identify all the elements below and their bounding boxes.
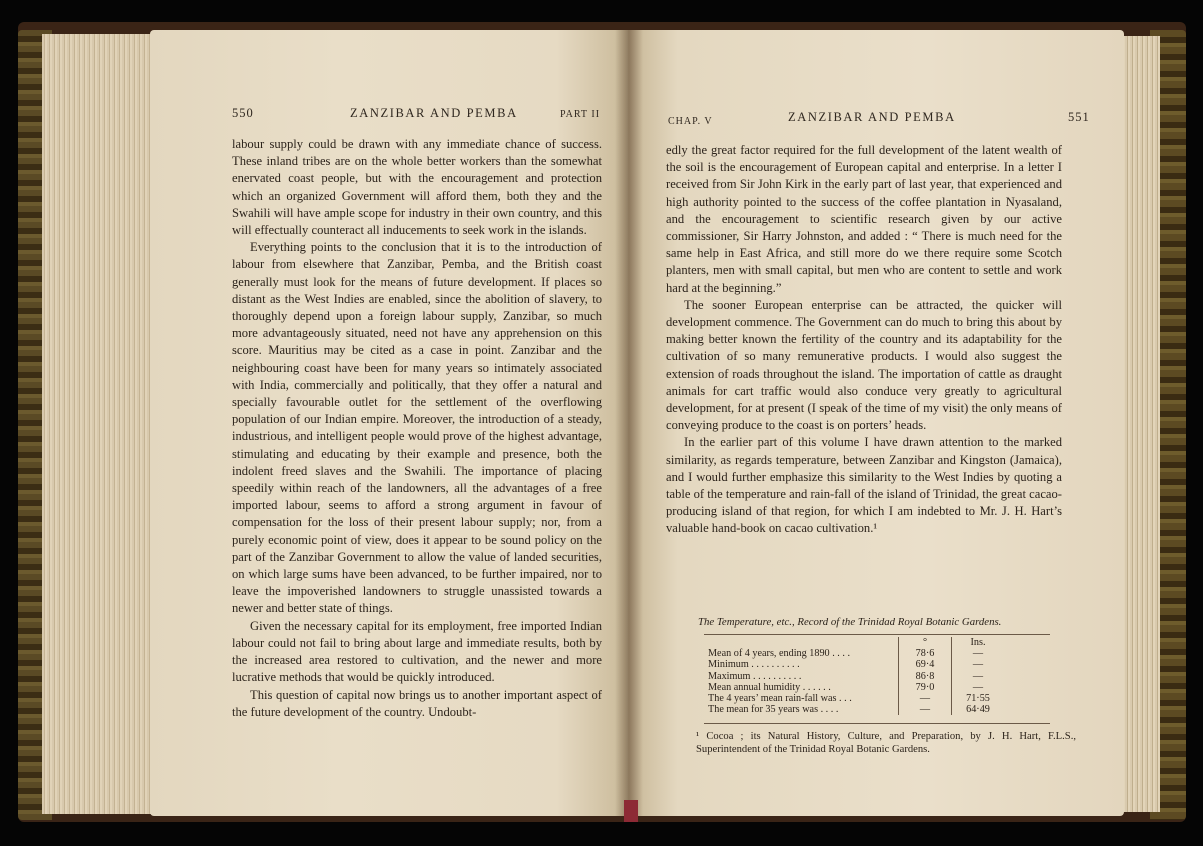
- right-page: [628, 30, 1124, 816]
- row-degrees: 69·4: [899, 659, 952, 670]
- table-caption: The Temperature, etc., Record of the Trinidad Royal Botanic Gardens.: [698, 616, 1002, 628]
- table-row: [704, 648, 1004, 659]
- table-row: [704, 704, 1004, 715]
- degrees-header: °: [899, 637, 952, 648]
- page-stack-left: [42, 34, 152, 814]
- row-label: The 4 years’ mean rain-fall was . . .: [704, 693, 899, 704]
- running-title-left: ZANZIBAR AND PEMBA: [350, 106, 518, 120]
- table-row: [704, 659, 1004, 670]
- inches-header: Ins.: [970, 637, 986, 648]
- running-chap-right: CHAP. V: [668, 116, 713, 127]
- left-page: [150, 30, 628, 816]
- paragraph: The sooner European enterprise can be attracted, the quicker will development commence. The Government can do much to bring this about by making better known the fertility of the country and its adaptability for the cultivation of so many remunerative products. I would also suggest the extension of roads throughout the island. The importation of cattle as draught animals for cart traffic would also conduce very greatly to agricultural development, for at present (I speak of the time of my visit) the only means of conveying produce to the coast is on porters’ heads.: [666, 297, 1062, 433]
- row-inches: —: [972, 648, 984, 660]
- table-row: [704, 671, 1004, 682]
- footnote: ¹ Cocoa ; its Natural History, Culture, and Preparation, by J. H. Hart, F.L.S., Superintendent of the Trinidad Royal Botanic Gardens.: [696, 731, 1076, 755]
- row-label: The mean for 35 years was . . . .: [704, 704, 899, 715]
- page-number-right: 551: [1068, 110, 1090, 124]
- table-row: [704, 693, 1004, 704]
- row-label: Maximum . . . . . . . . . .: [704, 671, 899, 682]
- page-stack-right: [1120, 36, 1160, 812]
- row-label: Mean annual humidity . . . . . .: [704, 682, 899, 693]
- row-inches: 64·49: [966, 704, 990, 716]
- row-label: Minimum . . . . . . . . . .: [704, 659, 899, 670]
- row-inches: —: [972, 681, 984, 693]
- row-degrees: —: [899, 704, 952, 715]
- row-degrees: 79·0: [899, 682, 952, 693]
- row-degrees: 86·8: [899, 671, 952, 682]
- paragraph: In the earlier part of this volume I have drawn attention to the marked similarity, as regards temperature, between Zanzibar and Kingston (Jamaica), and I would further emphasize this similarity to the West Indies by quoting a table of the temperature and rain-fall of the island of Trinidad, the great cacao-producing island of that region, for which I am indebted to Mr. J. H. Hart’s valuable hand-book on cacao cultivation.¹: [666, 435, 1062, 536]
- paragraph: edly the great factor required for the full development of the latent wealth of the soil is the encouragement of European capital and enterprise. In a letter I received from Sir John Kirk in the early part of last year, that experienced and high authority pointed to the success of the coffee plantation in Nyasaland, and the encouragement to scientific research given by our active commissioner, Sir Harry Johnston, and added : “ There is much need for the same help in East Africa, and still more do we there require some Scotch planters, men with small capital, but men who are content to settle and work hard at the beginning.”: [666, 143, 1062, 295]
- row-label: Mean of 4 years, ending 1890 . . . .: [704, 648, 899, 659]
- temperature-table-frame: [704, 634, 1050, 724]
- spine-gutter: [615, 30, 643, 816]
- running-part-left: PART II: [560, 109, 601, 120]
- left-body-text: [232, 136, 602, 721]
- row-inches: —: [972, 659, 984, 671]
- paragraph: labour supply could be drawn with any immediate chance of success. These inland tribes are on the whole better workers than the somewhat enervated coast people, but with the encouragement and protection which an organized Government will afford them, both they and the Swahili will have ample scope for industry in their own country, and this will effectually counteract all inducements to seek work in the islands.: [232, 137, 602, 238]
- temperature-table: [704, 637, 1004, 715]
- paragraph: Given the necessary capital for its employment, free imported Indian labour could not fail to bring about large and immediate results, both by the increased area restored to cultivation, and the newer and more lucrative methods that would be quickly introduced.: [232, 618, 602, 685]
- paragraph: Everything points to the conclusion that it is to the introduction of labour from elsewhere that Zanzibar, Pemba, and the British coast generally must look for the means of future development. If places so distant as the West Indies are enabled, since the abolition of slavery, to thoroughly depend upon a foreign labour supply, Zanzibar, so much more advantageously situated, need not have any apprehension on this score. Mauritius may be cited as a case in point. Zanzibar and the neighbouring coast have been for many years so intimately associated with India, commercially and politically, that they offer a natural and specially favourable outlet for the settlement of the overflowing population of our Indian empire. Moreover, the introduction of a steady, industrious, and intelligent people would prove of the highest advantage, stimulating and educating by their example and presence, both the indolent freed slaves and the Swahili. The importance of placing speedily within reach of the landowners, all the advantages of a free imported labour, seems to afford a strong argument in favour of compensation for the loss of their present labour supply; nor, from a purely economic point of view, does it appear to be sound policy on the part of the Zanzibar Government to allow the value of landed securities, on which large sums have been advanced, to be further impaired, nor to leave the impoverished landowners to struggle unassisted towards a newer and better state of things.: [232, 240, 602, 616]
- row-inches: —: [972, 670, 984, 682]
- row-degrees: 78·6: [899, 648, 952, 659]
- row-inches: 71·55: [966, 693, 990, 705]
- page-number-left: 550: [232, 106, 254, 120]
- right-body-text: [666, 142, 1062, 538]
- bookmark-ribbon: [624, 800, 638, 822]
- running-title-right: ZANZIBAR AND PEMBA: [788, 110, 956, 124]
- table-header-row: [704, 637, 1004, 648]
- row-degrees: —: [899, 693, 952, 704]
- table-row: [704, 682, 1004, 693]
- paragraph: This question of capital now brings us to another important aspect of the future development of the country. Undoubt-: [232, 687, 602, 719]
